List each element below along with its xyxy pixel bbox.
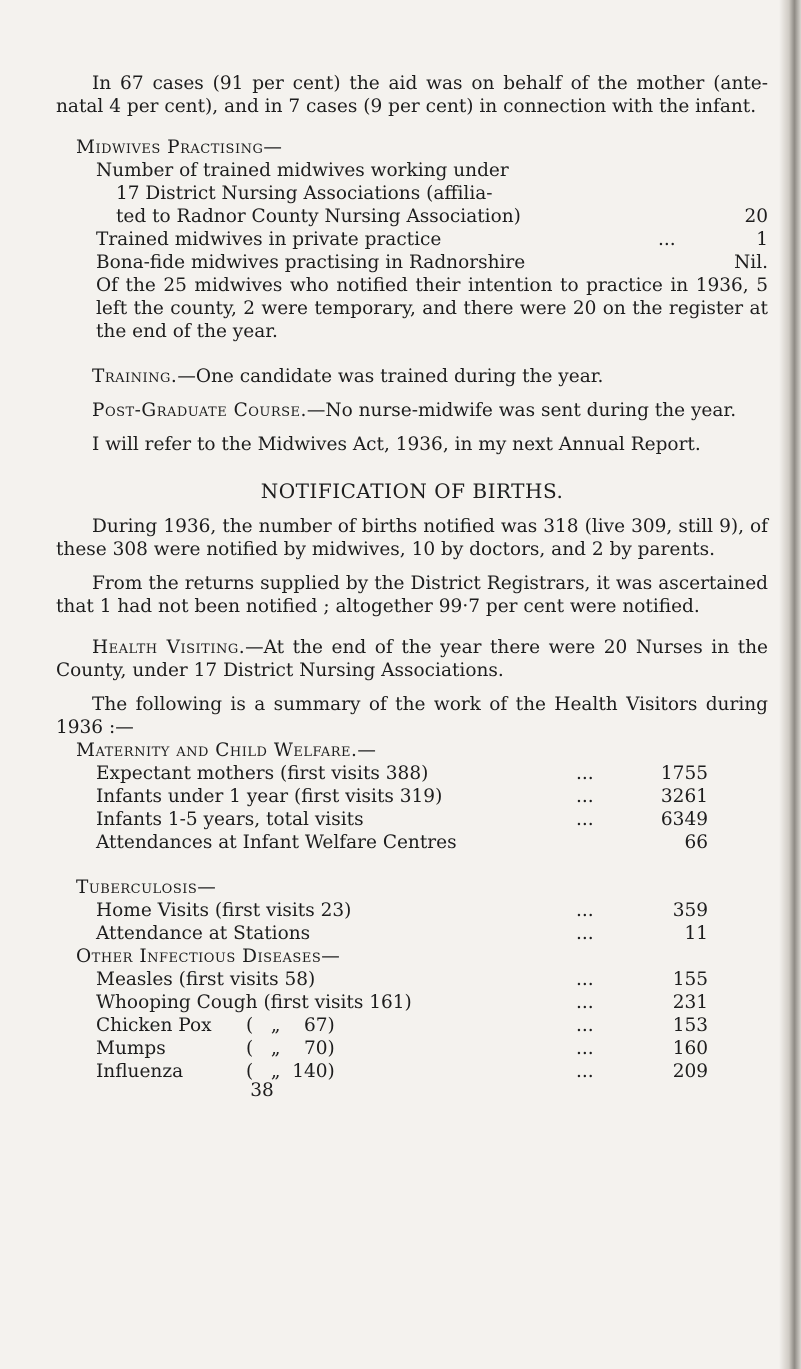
infectious-table xyxy=(56,968,708,1083)
table-row: Home Visits (first visits 23) ... 359 xyxy=(96,900,708,921)
page-number: 38 xyxy=(250,1080,274,1101)
midwives-row1-line2: 17 District Nursing Associations (affilia- xyxy=(116,183,493,204)
notification-heading: NOTIFICATION OF BIRTHS. xyxy=(260,479,564,503)
midwives-row1-value: 20 xyxy=(744,206,768,227)
training-paragraph: Training.—One candidate was trained during the year. xyxy=(92,366,604,387)
health-visiting-paragraph: Health Visiting.—At the end of the year there were 20 Nurses in the County, under 17 District Nursing Associations. xyxy=(56,637,768,681)
table-row: Influenza ( „ 140) ... 209 xyxy=(96,1061,708,1082)
intro-paragraph: In 67 cases (91 per cent) the aid was on behalf of the mother (ante-natal 4 per cent), and in 7 cases (9 per cent) in connection with the infant. xyxy=(56,73,768,117)
page-edge-shadow xyxy=(779,0,801,1369)
midwives-row2-value: 1 xyxy=(756,229,768,250)
midwives-row3: Bona-fide midwives practising in Radnorshire Nil. xyxy=(96,252,768,273)
table-row: Mumps ( „ 70) ... 160 xyxy=(96,1038,708,1059)
tuberculosis-table xyxy=(56,899,708,945)
document-page xyxy=(56,72,768,1101)
midwives-list xyxy=(56,159,768,343)
table-row: Infants under 1 year (first visits 319) ... 3261 xyxy=(96,786,708,807)
midwives-row3-value: Nil. xyxy=(734,252,768,273)
notification-paragraph-2: From the returns supplied by the District Registrars, it was ascertained that 1 had not been notified ; altogether 99·7 per cent were notified. xyxy=(56,573,768,617)
maternity-table xyxy=(56,762,708,854)
table-row: Infants 1-5 years, total visits ... 6349 xyxy=(96,809,708,830)
act-note-paragraph: I will refer to the Midwives Act, 1936, in my next Annual Report. xyxy=(92,434,701,455)
table-row: Expectant mothers (first visits 388) ... 1755 xyxy=(96,763,708,784)
health-visiting-summary: The following is a summary of the work of the Health Visitors during 1936 :— xyxy=(56,694,768,738)
midwives-row1-line1: Number of trained midwives working under xyxy=(96,160,509,181)
postgrad-paragraph: Post-Graduate Course.—No nurse-midwife was sent during the year. xyxy=(92,400,737,421)
table-row: Attendance at Stations ... 11 xyxy=(96,923,708,944)
notification-paragraph-1: During 1936, the number of births notified was 318 (live 309, still 9), of these 308 were notified by midwives, 10 by doctors, and 2 by parents. xyxy=(56,516,768,560)
table-row: Attendances at Infant Welfare Centres 66 xyxy=(96,832,708,853)
maternity-heading: Maternity and Child Welfare.— xyxy=(76,740,377,761)
infectious-heading: Other Infectious Diseases— xyxy=(76,946,341,967)
table-row: Measles (first visits 58) ... 155 xyxy=(96,969,708,990)
table-row: Whooping Cough (first visits 161) ... 231 xyxy=(96,992,708,1013)
midwives-row2: Trained midwives in private practice ... 1 xyxy=(96,229,768,250)
midwives-row1-line3: ted to Radnor County Nursing Association) 20 xyxy=(116,206,768,227)
tuberculosis-heading: Tuberculosis— xyxy=(76,877,217,898)
table-row: Chicken Pox ( „ 67) ... 153 xyxy=(96,1015,708,1036)
midwives-heading: Midwives Practising— xyxy=(76,137,283,158)
midwives-note: Of the 25 midwives who notified their intention to practice in 1936, 5 left the county, 2 were temporary, and there were 20 on the register at the end of the year. xyxy=(96,275,768,342)
